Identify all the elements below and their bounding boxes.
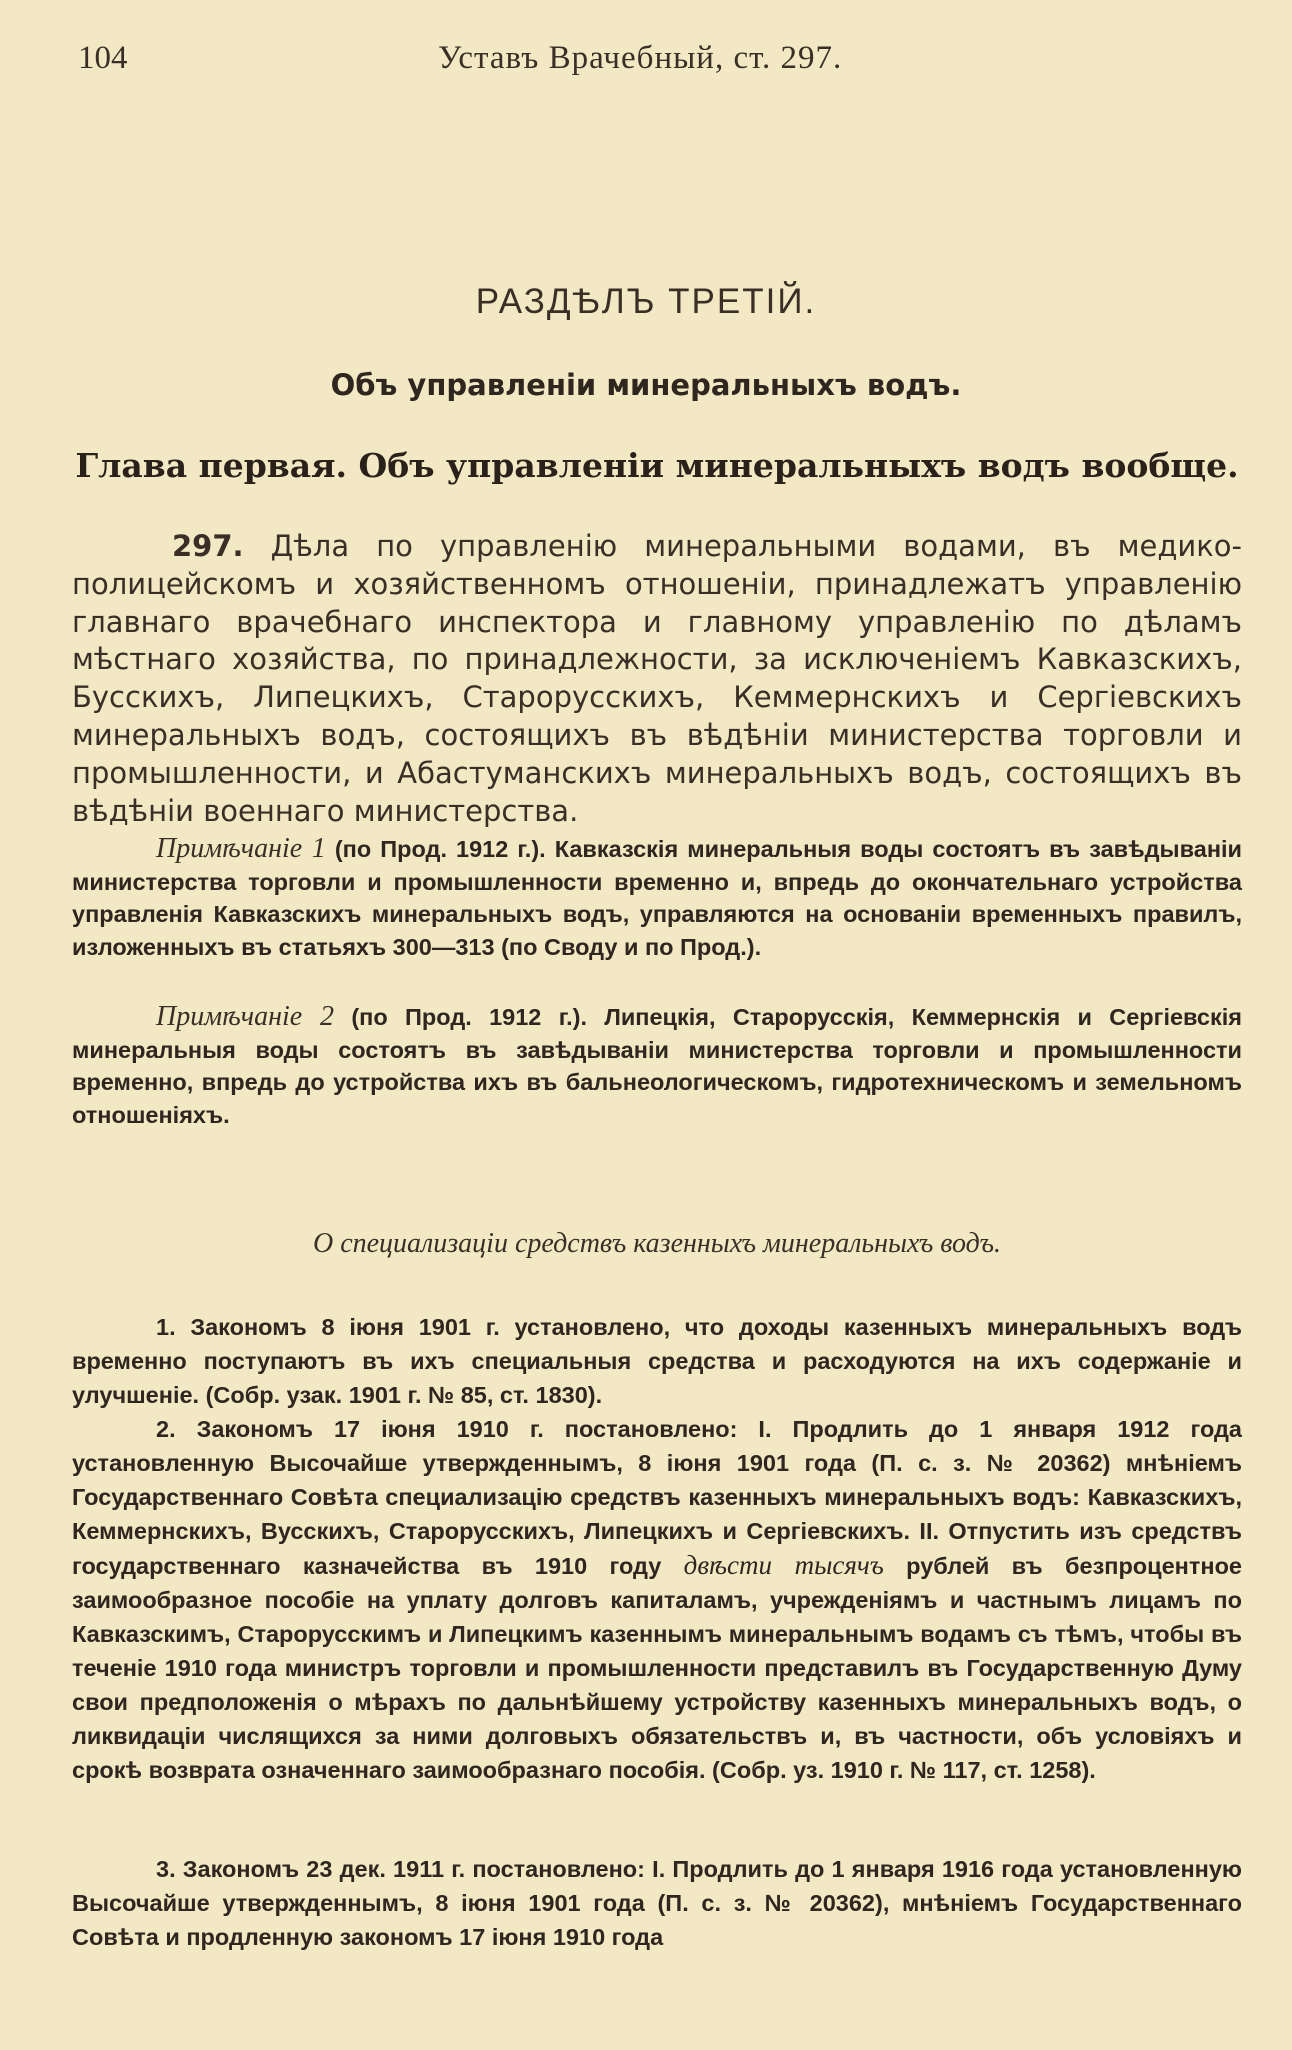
paragraph-2 bbox=[72, 1412, 1242, 1787]
note-2 bbox=[72, 1001, 1242, 1131]
note-text: (по Прод. 1912 г.). Липецкiя, Старорусскiя, Кеммернскiя и Сергiевскiя минеральныя воды состоятъ въ завѣдыванiи министерства торговли и промышленности временно, впредь до устройства ихъ въ бальнеологическомъ, гидротехническомъ и земельномъ отношенiяхъ. bbox=[72, 1004, 1242, 1128]
note-label: Примѣчанiе 2 bbox=[156, 1001, 335, 1032]
section-subtitle: Объ управленiи минеральныхъ водъ. bbox=[330, 368, 962, 402]
note-label: Примѣчанiе 1 bbox=[156, 833, 326, 864]
article-297 bbox=[72, 528, 1242, 830]
paragraph-3: 3. Закономъ 23 дек. 1911 г. постановлено: I. Продлить до 1 января 1916 года установленную Высочайше утвержденнымъ, 8 iюня 1901 года (П. с. з. № 20362), мнѣнiемъ Государственнаго Совѣта и продленную закономъ 17 iюня 1910 года bbox=[72, 1856, 1242, 1950]
chapter-title: Глава первая. Объ управленiи минеральныхъ водъ вообще. bbox=[75, 446, 1239, 485]
article-text: Дѣла по управленiю минеральными водами, въ медико-полицейскомъ и хозяйственномъ отношенiи, принадлежатъ управленiю главнаго врачебнаго инспектора и главному управленiю по дѣламъ мѣстнаго хозяйства, по принадлежности, за исключенiемъ Кавказскихъ, Бусскихъ, Липецкихъ, Старорусскихъ, Кеммернскихъ и Сергiевскихъ минеральныхъ водъ, состоящихъ въ вѣдѣнiи министерства торговли и промышленности, и Абастуманскихъ минеральныхъ водъ, состоящихъ въ вѣдѣнiи военнаго министерства. bbox=[72, 529, 1242, 828]
note-1 bbox=[72, 833, 1242, 963]
paragraph-2-italic: двѣсти тысячъ bbox=[683, 1550, 884, 1580]
section-title: РАЗДѢЛЪ ТРЕТIЙ. bbox=[475, 282, 817, 321]
page-number: 104 bbox=[78, 40, 128, 76]
subheading: О специализацiи средствъ казенныхъ минеральныхъ водъ. bbox=[312, 1228, 1002, 1259]
running-header bbox=[78, 40, 1214, 90]
paragraph-2-part-a: 2. Закономъ 17 iюня 1910 г. постановлено: I. Продлить до 1 января 1912 года установленную Высочайше утвержденнымъ, 8 iюня 1901 года (П. с. з. № 20362) мнѣнiемъ Государственнаго Совѣта специализацiю средствъ казенныхъ минеральныхъ водъ: Кавказскихъ, Кеммернскихъ, Вусскихъ, Старорусскихъ, Липецкихъ и Сергiевскихъ. II. Отпустить изъ средствъ государственнаго казначейства въ 1910 году bbox=[72, 1416, 1242, 1579]
paragraph-2-part-b: рублей въ безпроцентное заимообразное пособiе на уплату долговъ капиталамъ, учрежденiямъ и частнымъ лицамъ по Кавказскимъ, Старорусскимъ и Липецкимъ казеннымъ минеральнымъ водамъ съ тѣмъ, чтобы въ теченiе 1910 года министръ торговли и промышленности представилъ въ Государственную Думу свои предположенiя о мѣрахъ по дальнѣйшему устройству казенныхъ минеральныхъ водъ, о ликвидацiи числящихся за ними долговыхъ обязательствъ и, въ частности, объ условiяхъ и срокѣ возврата означеннаго заимообразнаго пособiя. (Собр. уз. 1910 г. № 117, ст. 1258). bbox=[72, 1553, 1243, 1783]
running-title: Уставъ Врачебный, ст. 297. bbox=[438, 40, 843, 76]
article-number: 297. bbox=[172, 529, 244, 563]
note-text: (по Прод. 1912 г.). Кавказскiя минеральныя воды состоятъ въ завѣдыванiи министерства торговли и промышленности временно и, впредь до окончательнаго устройства управленiя Кавказскихъ минеральныхъ водъ, управляются на основанiи временныхъ правилъ, изложенныхъ въ статьяхъ 300—313 (по Своду и по Прод.). bbox=[72, 836, 1242, 960]
paragraph-1: 1. Закономъ 8 iюня 1901 г. установлено, что доходы казенныхъ минеральныхъ водъ временно поступаютъ въ ихъ специальныя средства и расходуются на ихъ содержанiе и улучшенiе. (Собр. узак. 1901 г. № 85, ст. 1830). bbox=[72, 1314, 1242, 1408]
